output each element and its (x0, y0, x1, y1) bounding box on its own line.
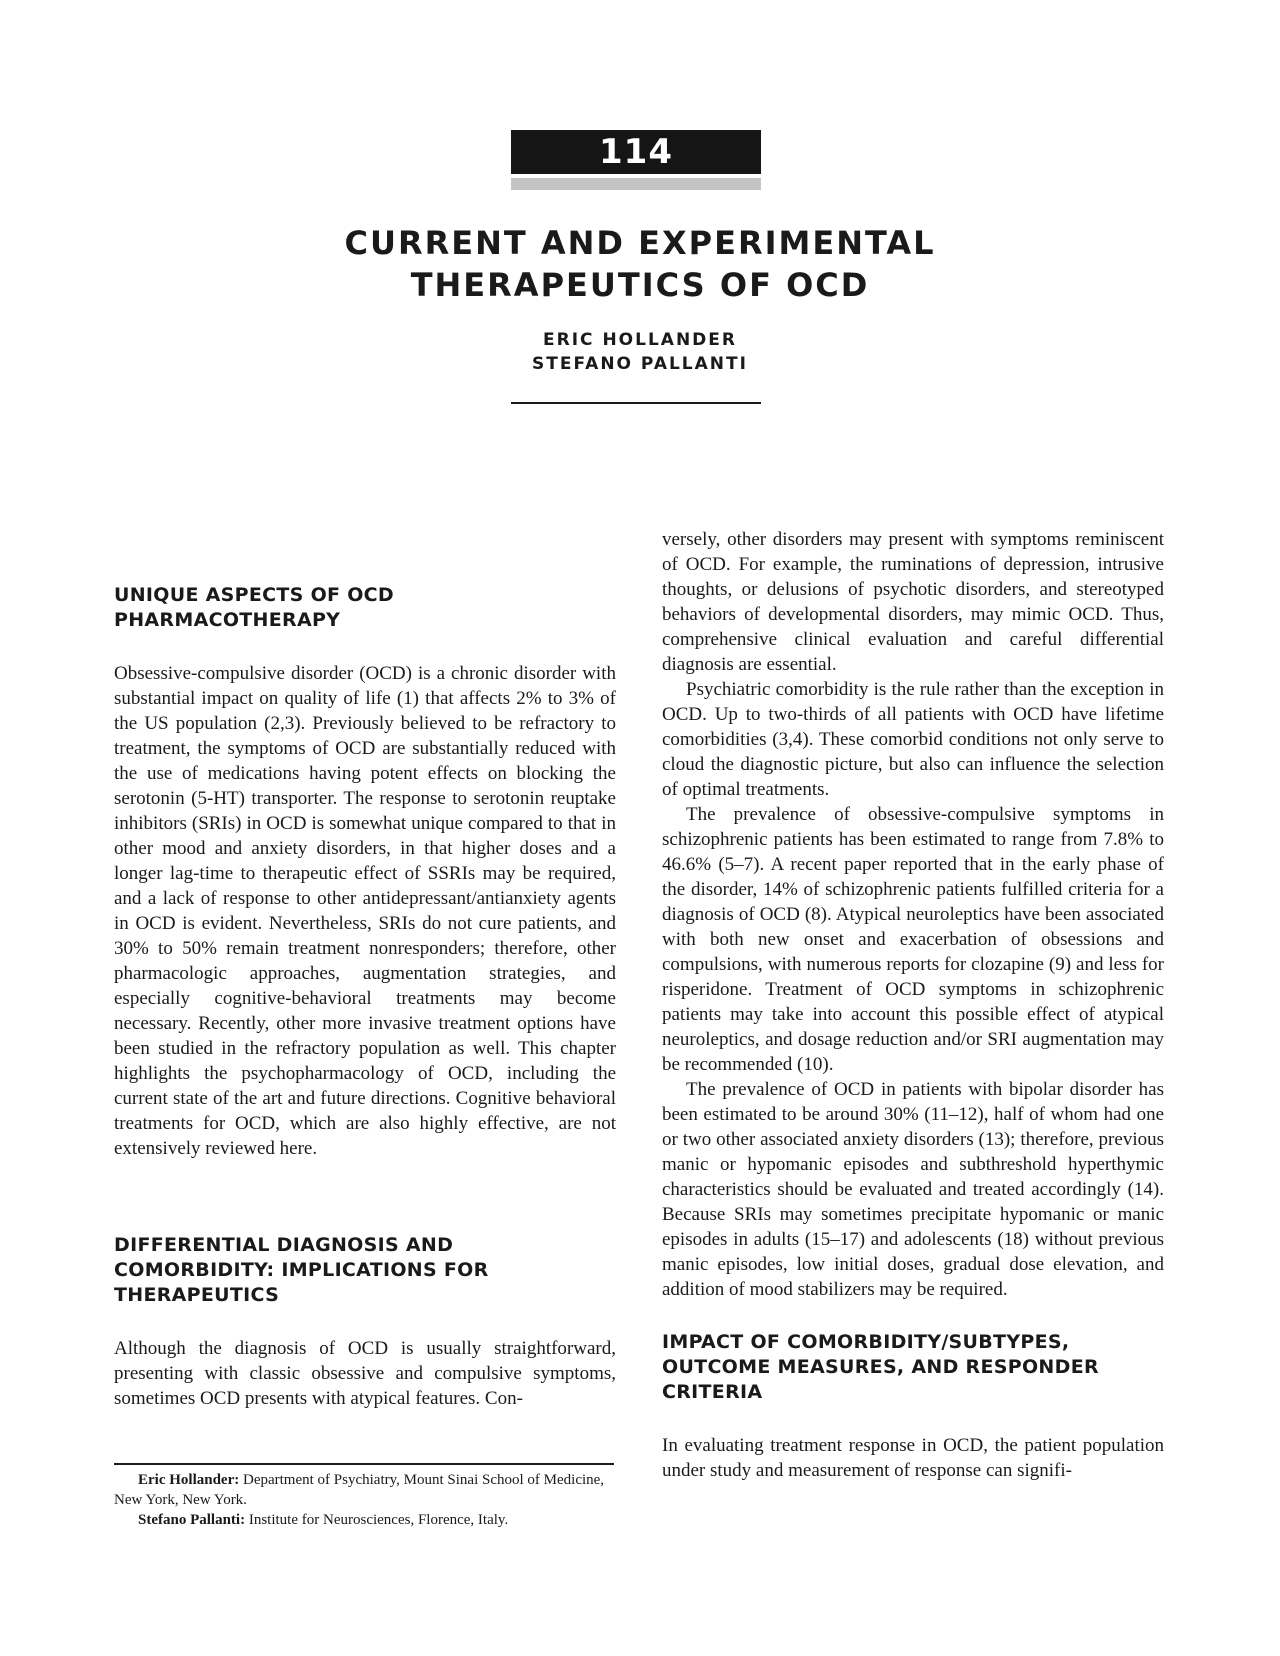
chapter-title (200, 222, 1080, 306)
body-paragraph: The prevalence of obsessive-compulsive symptoms in schizophrenic patients has been estimated to range from 7.8% to 46.6% (5–7). A recent paper reported that in the early phase of the disorder, 14% of schizophrenic patients fulfilled criteria for a diagnosis of OCD (8). Atypical neuroleptics have been associated with both new onset and exacerbation of obsessions and compulsions, with numerous reports for clozapine (9) and less for risperidone. Treatment of OCD symptoms in schizophrenic patients may take into account this possible effect of atypical neuroleptics, and dosage reduction and/or SRI augmentation may be recommended (10). (662, 804, 1164, 1075)
body-paragraph: Obsessive-compulsive disorder (OCD) is a chronic disorder with substantial impact on quality of life (1) that affects 2% to 3% of the US population (2,3). Previously believed to be refractory to treatment, the symptoms of OCD are substantially reduced with the use of medications having potent effects on blocking the serotonin (5-HT) transporter. The response to serotonin reuptake inhibitors (SRIs) in OCD is somewhat unique compared to that in other mood and anxiety disorders, in that higher doses and a longer lag-time to therapeutic effect of SSRIs may be required, and a lack of response to other antidepressant/antianxiety agents in OCD is evident. Nevertheless, SRIs do not cure patients, and 30% to 50% remain treatment nonresponders; therefore, other pharmacologic approaches, augmentation strategies, and especially cognitive-behavioral treatments may become necessary. Recently, other more invasive treatment options have been studied in the refractory population as well. This chapter highlights the psychopharmacology of OCD, including the current state of the art and future directions. Cognitive behavioral treatments for OCD, which are also highly effective, are not extensively reviewed here. (114, 663, 616, 1159)
footnote-divider (114, 1463, 614, 1465)
body-paragraph: The prevalence of OCD in patients with bipolar disorder has been estimated to be around 30% (11–12), half of whom had one or two other associated anxiety disorders (13); therefore, previous manic or hypomanic episodes and subthreshold hyperthymic characteristics should be evaluated and treated accordingly (14). Because SRIs may sometimes precipitate hypomanic or manic episodes in adults (15–17) and adolescents (18) without previous manic episodes, low initial doses, gradual dose elevation, and addition of mood stabilizers may be required. (662, 1079, 1164, 1300)
chapter-underbar (511, 178, 761, 190)
chapter-number: 114 (511, 130, 761, 174)
author-divider (511, 402, 761, 404)
affiliation-text: Department of Psychiatry, Mount Sinai School of Medicine, New York, New York. (114, 1472, 605, 1508)
section-heading: UNIQUE ASPECTS OF OCD PHARMACOTHERAPY (114, 584, 394, 631)
body-paragraph: versely, other disorders may present with symptoms reminiscent of OCD. For example, the ruminations of depression, intrusive thoughts, or delusions of psychotic disorders, and stereotyped behaviors of developmental disorders, may mimic OCD. Thus, comprehensive clinical evaluation and careful differential diagnosis are essential. (662, 529, 1164, 675)
left-column (114, 583, 616, 1411)
body-paragraph: Psychiatric comorbidity is the rule rather than the exception in OCD. Up to two-thirds of all patients with OCD have lifetime comorbidities (3,4). These comorbid conditions not only serve to cloud the diagnostic picture, but also can influence the selection of optimal treatments. (662, 679, 1164, 800)
body-paragraph: Although the diagnosis of OCD is usually straightforward, presenting with classic obsessive and compulsive symptoms, sometimes OCD presents with atypical features. Con- (114, 1338, 616, 1409)
affiliation-author: Eric Hollander: (138, 1472, 240, 1488)
author-name: STEFANO PALLANTI (532, 354, 748, 374)
author-affiliations (114, 1470, 616, 1530)
affiliation-author: Stefano Pallanti: (138, 1512, 246, 1528)
affiliation-note (114, 1470, 616, 1510)
chapter-title-line-2: THERAPEUTICS OF OCD (410, 266, 870, 304)
affiliation-text: Institute for Neurosciences, Florence, Italy. (245, 1512, 509, 1528)
author-list (340, 328, 940, 376)
body-paragraph: In evaluating treatment response in OCD, the patient population under study and measurement of response can signifi- (662, 1435, 1164, 1481)
section-heading: IMPACT OF COMORBIDITY/SUBTYPES, OUTCOME MEASURES, AND RESPONDER CRITERIA (662, 1331, 1099, 1403)
author-name: ERIC HOLLANDER (543, 330, 737, 350)
affiliation-note (114, 1510, 616, 1530)
chapter-title-line-1: CURRENT AND EXPERIMENTAL (344, 224, 936, 262)
right-column (662, 527, 1164, 1483)
section-heading: DIFFERENTIAL DIAGNOSIS AND COMORBIDITY: IMPLICATIONS FOR THERAPEUTICS (114, 1234, 489, 1306)
